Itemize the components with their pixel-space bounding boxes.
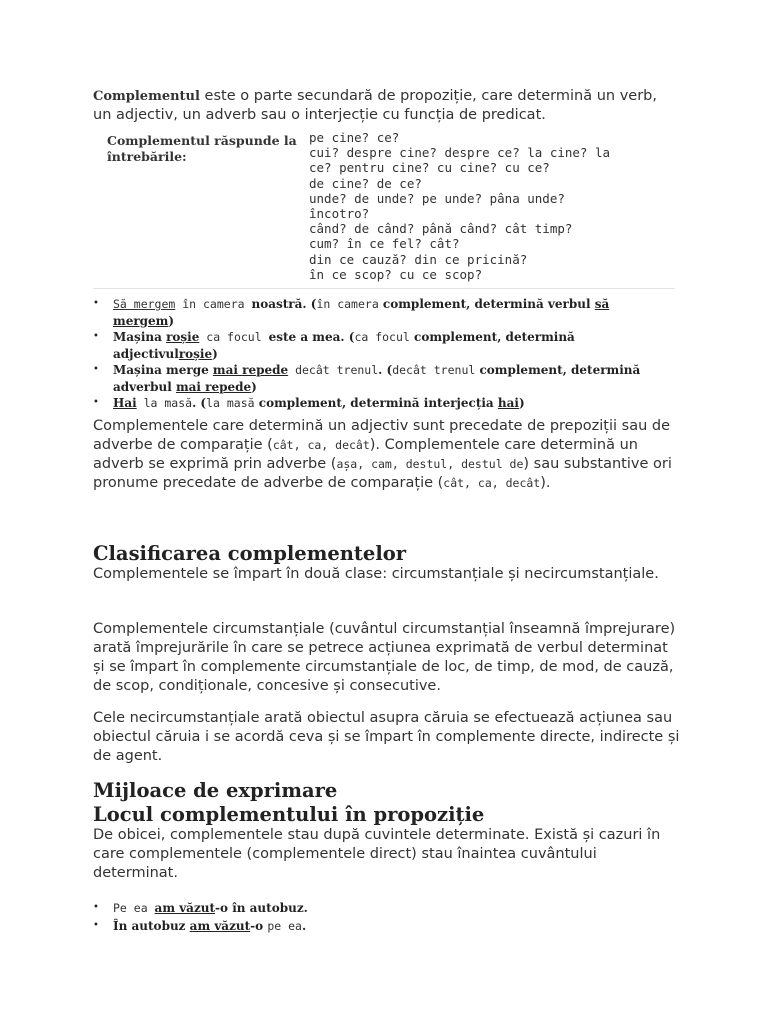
example-text: la masă: [136, 396, 193, 410]
bullet-icon: •: [93, 397, 99, 408]
question-line: cum? în ce fel? cât?: [309, 236, 460, 252]
example-text: complement, determină verbul: [378, 297, 595, 311]
example-text: ): [212, 346, 218, 361]
example-text: noastră: [251, 297, 303, 311]
section-heading: Mijloace de exprimare: [93, 779, 338, 802]
example-text: în camera: [316, 297, 379, 311]
paragraph: Complementele se împart în două clase: circumstanțiale și necircumstanțiale.: [93, 566, 659, 582]
examples-list: [93, 900, 673, 935]
example-text: complement, determină adjectivul: [113, 330, 575, 361]
example-text: decât trenul: [288, 363, 379, 377]
example-text: Pe ea: [113, 901, 155, 915]
example-text: ): [251, 379, 257, 394]
intro-text: este o parte secundară de propoziție, care determină un verb, un adjectiv, un adverb sau o interjecție cu funcția de predicat.: [93, 88, 657, 123]
intro-paragraph: [93, 87, 673, 125]
example-text: pe ea: [267, 918, 302, 933]
questions-table: [93, 130, 675, 289]
example-text: În autobuz: [113, 918, 190, 933]
example-text: este a mea. (: [268, 330, 355, 344]
question-line: din ce cauză? din ce pricină?: [309, 251, 528, 267]
paragraph-code: cât, ca, decât: [272, 438, 370, 452]
question-line: de cine? de ce?: [309, 175, 422, 191]
paragraph-text: ). Complementele care determină un adverb se exprimă prin adverbe (: [93, 437, 639, 472]
example-text: . (: [302, 297, 317, 311]
bullet-icon: •: [93, 919, 99, 931]
paragraph: Cele necircumstanțiale arată obiectul asupra căruia se efectuează acțiunea sau obiectul căruia i se acordă ceva și se împart în complemente directe, indirecte și de agent.: [93, 710, 680, 764]
list-item: [93, 918, 673, 935]
paragraph: Complementele circumstanțiale (cuvântul circumstanțial înseamnă împrejurare) arată împrejurările în care se petrece acțiunea exprimată de verbul determinat și se împart în complemente circumstanțiale de loc, de timp, de mod, de cauză, de scop, condiționale, concesive și consecutive.: [93, 621, 676, 694]
example-text: -o: [250, 918, 268, 933]
paragraph: De obicei, complementele stau după cuvintele determinate. Există și cazuri în care complementele (complementele direct) stau înaintea cuvântului determinat.: [93, 827, 661, 881]
list-item: [93, 329, 673, 362]
example-text: ): [168, 313, 175, 328]
question-line: unde? de unde? pe unde? pâna unde?: [309, 190, 565, 206]
paragraph-text: Complementele care determină un adjectiv sunt precedate de prepoziții sau de adverbe de comparație (: [93, 418, 671, 453]
question-line: în ce scop? cu ce scop?: [309, 266, 483, 282]
list-item: [93, 395, 673, 412]
example-text: .: [301, 918, 307, 933]
question-line: încotro?: [309, 206, 370, 222]
example-text: ca focul: [199, 330, 269, 344]
example-text: ): [518, 396, 525, 410]
paragraph-code: cât, ca, decât: [443, 476, 541, 490]
paragraph-text: ).: [540, 475, 551, 491]
example-text: am văzut: [189, 918, 251, 933]
paragraph-code: așa, cam, destul, destul de: [336, 457, 524, 471]
list-item: [93, 296, 673, 329]
example-text: . (: [378, 363, 393, 377]
example-text: Hai: [113, 396, 137, 410]
example-text: Mașina: [113, 330, 167, 344]
section-heading: Clasificarea complementelor: [93, 542, 407, 565]
example-text: complement, determină adverbul: [113, 363, 641, 394]
example-text: mai repede: [212, 363, 289, 377]
intro-lead-term: Complementul: [93, 89, 200, 104]
bullet-icon: •: [93, 298, 99, 309]
question-line: ce? pentru cine? cu cine? cu ce?: [309, 160, 550, 176]
bullet-icon: •: [93, 331, 99, 342]
questions-label: Complementul răspunde la întrebările:: [107, 133, 297, 164]
example-text: decât trenul: [392, 363, 476, 377]
example-text: la masă: [206, 396, 255, 410]
example-text: să mergem: [113, 297, 610, 328]
example-text: roșie: [166, 330, 200, 344]
example-text: am văzut: [154, 901, 216, 915]
paragraph: [93, 417, 683, 493]
list-item: [93, 362, 673, 395]
example-text: Mașina merge: [113, 363, 213, 377]
question-line: când? de când? până când? cât timp?: [309, 221, 573, 237]
list-item: [93, 900, 673, 917]
example-text: hai: [497, 396, 519, 410]
questions-list: [309, 130, 675, 282]
example-text: roșie: [178, 346, 213, 361]
question-line: cui? despre cine? despre ce? la cine? la: [309, 145, 611, 161]
example-text: ca focul: [354, 330, 410, 344]
example-text: complement, determină interjecția: [254, 396, 498, 410]
example-text: în camera: [175, 297, 252, 311]
examples-list: [93, 296, 673, 412]
example-text: -o în autobuz.: [215, 901, 308, 915]
example-text: . (: [192, 396, 207, 410]
bullet-icon: •: [93, 364, 99, 375]
section-heading: Locul complementului în propoziție: [93, 803, 485, 826]
example-text: Să mergem: [113, 297, 176, 311]
question-line: pe cine? ce?: [309, 130, 400, 145]
example-text: mai repede: [175, 379, 252, 394]
paragraph-text: ) sau substantive ori pronume precedate de adverbe de comparație (: [93, 456, 672, 491]
bullet-icon: •: [93, 902, 99, 913]
